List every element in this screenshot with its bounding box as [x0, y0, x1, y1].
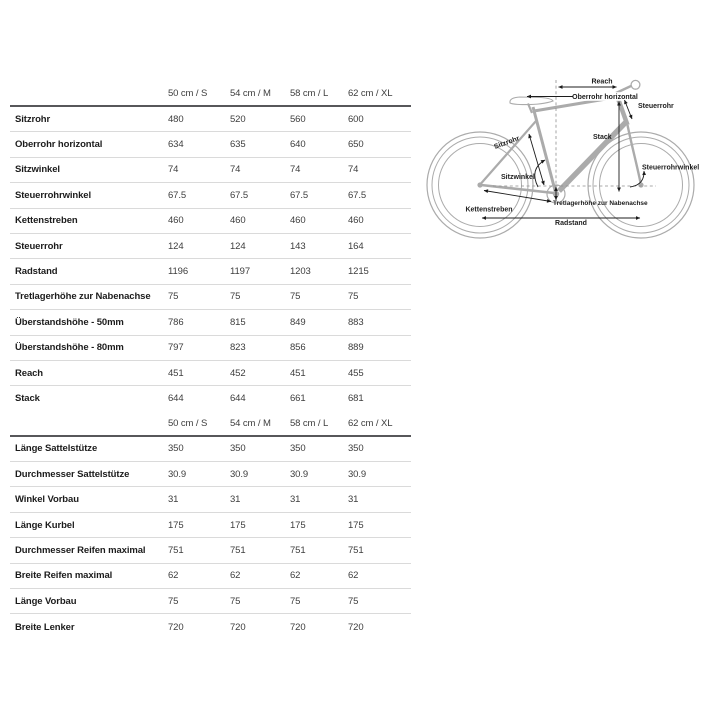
- row-label: Steuerrohr: [15, 240, 63, 252]
- value-cell: 62: [348, 570, 359, 582]
- bike-geometry-diagram: [425, 55, 720, 255]
- row-label: Sitzwinkel: [15, 164, 60, 176]
- column-header: 50 cm / S: [168, 88, 208, 99]
- diagram-label-tretlagerhoehe: Tretlagerhöhe zur Nabenachse: [553, 200, 648, 207]
- row-label: Überstandshöhe - 50mm: [15, 316, 124, 328]
- value-cell: 650: [348, 139, 364, 151]
- value-cell: 460: [348, 215, 364, 227]
- value-cell: 67.5: [168, 189, 187, 201]
- diagram-label-steuerrohrwinkel: Steuerrohrwinkel: [642, 164, 700, 172]
- value-cell: 600: [348, 113, 364, 125]
- value-cell: 350: [348, 443, 364, 455]
- value-cell: 74: [348, 164, 359, 176]
- value-cell: 644: [168, 393, 184, 405]
- value-cell: 823: [230, 342, 246, 354]
- value-cell: 1197: [230, 266, 251, 278]
- value-cell: 856: [290, 342, 306, 354]
- value-cell: 175: [348, 519, 364, 531]
- value-cell: 143: [290, 240, 306, 252]
- row-label: Breite Lenker: [15, 621, 75, 633]
- value-cell: 74: [230, 164, 241, 176]
- table-row: [10, 158, 411, 183]
- value-cell: 75: [230, 291, 241, 303]
- value-cell: 460: [290, 215, 306, 227]
- value-cell: 62: [168, 570, 179, 582]
- value-cell: 31: [168, 494, 179, 506]
- table-row: [10, 132, 411, 157]
- value-cell: 31: [230, 494, 241, 506]
- value-cell: 751: [348, 544, 364, 556]
- value-cell: 635: [230, 139, 246, 151]
- table-row: [10, 285, 411, 310]
- value-cell: 849: [290, 316, 306, 328]
- value-cell: 786: [168, 316, 184, 328]
- row-label: Tretlagerhöhe zur Nabenachse: [15, 291, 151, 303]
- column-header: 62 cm / XL: [348, 417, 393, 429]
- table-row: [10, 386, 411, 411]
- value-cell: 67.5: [290, 189, 309, 201]
- table-row: [10, 538, 411, 563]
- column-header: 58 cm / L: [290, 417, 329, 429]
- value-cell: 751: [230, 544, 246, 556]
- value-cell: 460: [230, 215, 246, 227]
- row-label: Radstand: [15, 266, 58, 278]
- column-header: 54 cm / M: [230, 417, 271, 429]
- table-row: [10, 614, 411, 639]
- diagram-label-sitzwinkel: Sitzwinkel: [501, 174, 535, 181]
- table-row: [10, 310, 411, 335]
- row-label: Länge Sattelstütze: [15, 443, 98, 455]
- value-cell: 452: [230, 367, 246, 379]
- table-row: [10, 183, 411, 208]
- table-header-row: [10, 412, 411, 437]
- value-cell: 644: [230, 393, 246, 405]
- value-cell: 175: [168, 519, 184, 531]
- table-row: [10, 589, 411, 614]
- value-cell: 889: [348, 342, 364, 354]
- row-label: Kettenstreben: [15, 215, 78, 227]
- value-cell: 350: [168, 443, 184, 455]
- value-cell: 74: [290, 164, 301, 176]
- stem: [616, 86, 631, 93]
- table-row: [10, 336, 411, 361]
- value-cell: 815: [230, 316, 246, 328]
- value-cell: 451: [168, 367, 184, 379]
- value-cell: 75: [290, 595, 301, 607]
- value-cell: 1196: [168, 266, 189, 278]
- row-label: Länge Kurbel: [15, 519, 75, 531]
- value-cell: 1203: [290, 266, 311, 278]
- value-cell: 797: [168, 342, 184, 354]
- table-row: [10, 209, 411, 234]
- diagram-labels: [465, 79, 699, 228]
- value-cell: 720: [348, 621, 364, 633]
- value-cell: 661: [290, 393, 306, 405]
- row-label: Breite Reifen maximal: [15, 570, 113, 582]
- column-header: 62 cm / XL: [348, 88, 393, 99]
- frame: [481, 93, 641, 203]
- row-label: Durchmesser Sattelstütze: [15, 468, 130, 480]
- value-cell: 75: [348, 595, 359, 607]
- row-label: Reach: [15, 367, 44, 379]
- value-cell: 75: [168, 291, 179, 303]
- value-cell: 164: [348, 240, 364, 252]
- rear-wheel: [427, 132, 533, 238]
- handlebar: [631, 80, 640, 89]
- row-label: Sitzrohr: [15, 113, 51, 125]
- value-cell: 751: [168, 544, 184, 556]
- table-row: [10, 487, 411, 512]
- row-label: Durchmesser Reifen maximal: [15, 544, 146, 556]
- value-cell: 350: [230, 443, 246, 455]
- table-header-row: [10, 82, 411, 107]
- value-cell: 720: [230, 621, 246, 633]
- value-cell: 67.5: [348, 189, 367, 201]
- column-header: 50 cm / S: [168, 417, 208, 429]
- row-label: Steuerrohrwinkel: [15, 189, 92, 201]
- column-header: 54 cm / M: [230, 88, 271, 99]
- value-cell: 75: [290, 291, 301, 303]
- value-cell: 124: [230, 240, 246, 252]
- value-cell: 31: [348, 494, 359, 506]
- row-label: Oberrohr horizontal: [15, 139, 103, 151]
- value-cell: 634: [168, 139, 184, 151]
- value-cell: 460: [168, 215, 184, 227]
- value-cell: 62: [290, 570, 301, 582]
- value-cell: 681: [348, 393, 364, 405]
- value-cell: 30.9: [290, 468, 309, 480]
- value-cell: 480: [168, 113, 184, 125]
- value-cell: 30.9: [230, 468, 249, 480]
- value-cell: 175: [290, 519, 306, 531]
- table-row: [10, 437, 411, 462]
- table-row: [10, 361, 411, 386]
- value-cell: 751: [290, 544, 306, 556]
- value-cell: 75: [168, 595, 179, 607]
- row-label: Stack: [15, 393, 40, 405]
- table-section: [10, 82, 411, 412]
- value-cell: 31: [290, 494, 301, 506]
- value-cell: 520: [230, 113, 246, 125]
- value-cell: 451: [290, 367, 306, 379]
- geometry-table: [10, 82, 411, 640]
- row-label: Winkel Vorbau: [15, 494, 79, 506]
- value-cell: 640: [290, 139, 306, 151]
- value-cell: 30.9: [348, 468, 367, 480]
- table-row: [10, 564, 411, 589]
- value-cell: 175: [230, 519, 246, 531]
- value-cell: 30.9: [168, 468, 187, 480]
- row-label: Überstandshöhe - 80mm: [15, 342, 124, 354]
- diagram-label-kettenstreben: Kettenstreben: [465, 206, 513, 214]
- diagram-label-radstand: Radstand: [555, 220, 587, 227]
- column-header: 58 cm / L: [290, 88, 329, 99]
- value-cell: 720: [168, 621, 184, 633]
- table-row: [10, 513, 411, 538]
- table-row: [10, 107, 411, 132]
- value-cell: 883: [348, 316, 364, 328]
- value-cell: 124: [168, 240, 184, 252]
- row-label: Länge Vorbau: [15, 595, 77, 607]
- value-cell: 75: [230, 595, 241, 607]
- diagram-label-oberrohr: Oberrohr horizontal: [572, 94, 638, 102]
- value-cell: 1215: [348, 266, 369, 278]
- value-cell: 455: [348, 367, 364, 379]
- table-row: [10, 462, 411, 487]
- value-cell: 74: [168, 164, 179, 176]
- saddle: [510, 97, 553, 105]
- value-cell: 62: [230, 570, 241, 582]
- diagram-label-steuerrohr: Steuerrohr: [638, 103, 674, 110]
- value-cell: 720: [290, 621, 306, 633]
- value-cell: 560: [290, 113, 306, 125]
- table-row: [10, 234, 411, 259]
- diagram-label-sitzrohr: Sitzrohr: [493, 135, 521, 151]
- table-section: [10, 412, 411, 640]
- diagram-label-reach: Reach: [591, 78, 613, 86]
- value-cell: 350: [290, 443, 306, 455]
- value-cell: 75: [348, 291, 359, 303]
- value-cell: 67.5: [230, 189, 249, 201]
- table-row: [10, 259, 411, 284]
- diagram-label-stack: Stack: [593, 134, 612, 141]
